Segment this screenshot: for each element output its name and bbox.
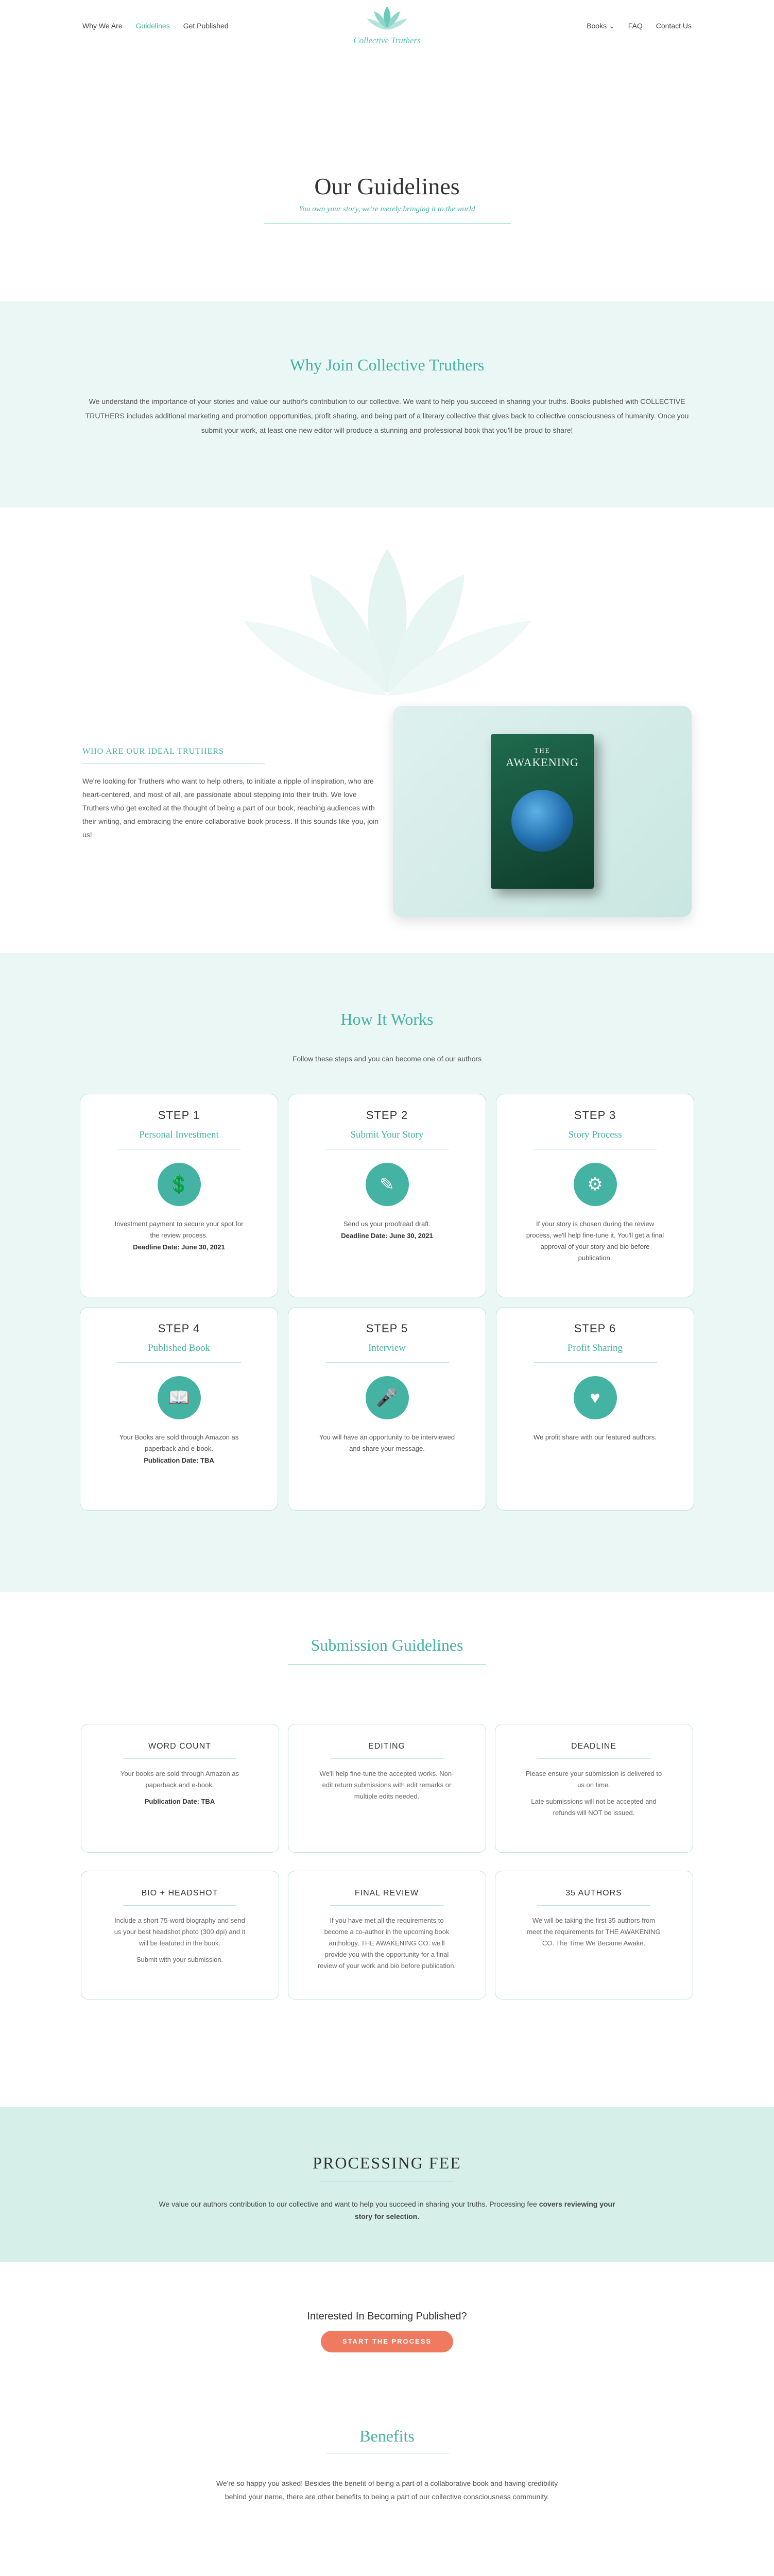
nav-left xyxy=(82,22,229,30)
step-card xyxy=(80,1094,278,1297)
step-card xyxy=(80,1307,278,1511)
lotus-decoration xyxy=(0,507,774,706)
step-card xyxy=(288,1307,486,1511)
ideal-truthers-section xyxy=(0,706,774,953)
step-card xyxy=(288,1094,486,1297)
interest-cta xyxy=(0,2311,774,2352)
nav-contact[interactable]: Contact Us xyxy=(656,21,692,30)
guideline-card xyxy=(495,1871,693,1999)
guideline-card xyxy=(495,1724,693,1853)
book-image xyxy=(393,706,692,917)
step-icon: ✎ xyxy=(366,1163,409,1206)
nav-faq[interactable]: FAQ xyxy=(628,21,643,30)
nav-books[interactable] xyxy=(587,22,615,30)
site-header xyxy=(0,0,774,52)
step-description: You will have an opportunity to be interviewed and share your message. xyxy=(319,1433,455,1452)
processing-fee-banner xyxy=(0,2107,774,2262)
guideline-text: Please ensure your submission is delivered to us on time. xyxy=(525,1770,662,1789)
step-description: Send us your proofread draft. xyxy=(343,1220,431,1228)
submission-guidelines-title: Submission Guidelines xyxy=(311,1636,463,1654)
chevron-down-icon: ⌄ xyxy=(609,21,615,30)
benefits-text: We're so happy you asked! Besides the benefit of being a part of a collaborative book and having credibility behind your name, there are other benefits to being a part of our collective consciousness community. xyxy=(216,2479,558,2501)
logo-text: Collective Truthers xyxy=(353,36,421,45)
step-label: STEP 6 xyxy=(574,1322,616,1335)
processing-fee-text xyxy=(156,2198,619,2223)
guideline-text: Include a short 75-word biography and send us your best headshot photo (300 dpi) and it will be featured in the book. xyxy=(114,1917,246,1947)
page-subtitle: You own your story, we're merely bringing it to the world xyxy=(299,205,475,213)
guideline-text: If you have met all the requirements to become a co-author in the upcoming book anthology, THE AWAKENING CO. we'll provide you with the opportunity for a final review of your work and bio before publication. xyxy=(317,1917,456,1970)
why-join-title: Why Join Collective Truthers xyxy=(289,355,485,374)
guideline-title: 35 AUTHORS xyxy=(565,1889,622,1897)
ideal-truthers-title: WHO ARE OUR IDEAL TRUTHERS xyxy=(82,747,224,756)
guideline-title: EDITING xyxy=(368,1742,405,1751)
guideline-title: WORD COUNT xyxy=(148,1742,211,1751)
guideline-card xyxy=(81,1871,279,1999)
divider xyxy=(537,1758,650,1759)
benefits-section xyxy=(0,2427,774,2576)
divider xyxy=(123,1758,236,1759)
lotus-icon xyxy=(222,544,552,698)
book-cover xyxy=(491,734,594,889)
guideline-title: FINAL REVIEW xyxy=(354,1889,419,1897)
step-icon: ⚙ xyxy=(574,1163,617,1206)
step-title: Profit Sharing xyxy=(567,1343,623,1353)
step-label: STEP 2 xyxy=(366,1109,408,1122)
step-label: STEP 3 xyxy=(574,1109,616,1122)
divider xyxy=(534,1362,657,1363)
start-process-button[interactable]: START THE PROCESS xyxy=(321,2331,453,2352)
why-join-text: We understand the importance of your stories and value our author's contribution to our collective. We want to help you succeed in sharing your truths. Books published with COLLECTIVE TRUTHERS includes additional marketing and promotion opportunities, profit sharing, and being part of a literary collective that gives back to collective consciousness of humanity. Once you submit your work, at least one new editor will produce a stunning and professional book that you'll be proud to share! xyxy=(85,397,689,434)
guideline-text: Your books are sold through Amazon as paperback and e-book. xyxy=(120,1770,239,1789)
processing-fee-text-1: We value our authors contribution to our collective and want to help you succeed in sharing your truths. Processing fee xyxy=(159,2200,537,2208)
step-icon: 🎤 xyxy=(366,1376,409,1419)
benefits-title: Benefits xyxy=(359,2427,415,2445)
divider xyxy=(330,1758,443,1759)
steps-grid xyxy=(80,1094,694,1511)
how-it-works-subtitle: Follow these steps and you can become one of our authors xyxy=(292,1055,482,1063)
step-description: Your Books are sold through Amazon as paperback and e-book. xyxy=(119,1433,239,1452)
guidelines-grid xyxy=(81,1724,694,1999)
step-title: Interview xyxy=(368,1343,406,1353)
step-label: STEP 4 xyxy=(158,1322,200,1335)
guideline-text: We will be taking the first 35 authors from meet the requirements for THE AWAKENING CO. The Time We Became Awake. xyxy=(527,1917,661,1947)
globe-icon xyxy=(511,790,573,852)
step-card xyxy=(496,1094,694,1297)
site-logo[interactable] xyxy=(353,4,421,46)
how-it-works-title: How It Works xyxy=(340,1010,434,1028)
nav-books-label: Books xyxy=(587,21,607,30)
lotus-logo-icon xyxy=(365,4,409,32)
processing-fee-section xyxy=(0,2107,774,2427)
guideline-card xyxy=(81,1724,279,1853)
step-icon: ♥ xyxy=(574,1376,617,1419)
ideal-truthers-text: We're looking for Truthers who want to help others, to initiate a ripple of inspiration, who are heart-centered, and most of all, are passionate about stepping into their truth. We love Truthers who get excited at the thought of being a part of our book, reaching audiences with their writing, and embracing the entire collaborative book process. If this sounds like you, join us! xyxy=(82,777,379,839)
guideline-title: BIO + HEADSHOT xyxy=(141,1889,218,1897)
step-title: Story Process xyxy=(568,1129,622,1140)
hero-section xyxy=(0,52,774,301)
submission-guidelines-section xyxy=(0,1592,774,2107)
book-title-line-2: AWAKENING xyxy=(506,756,579,769)
step-title: Submit Your Story xyxy=(350,1129,424,1140)
step-label: STEP 5 xyxy=(366,1322,408,1335)
nav-get-published[interactable]: Get Published xyxy=(183,22,229,30)
page-title: Our Guidelines xyxy=(314,173,460,199)
ideal-truthers-text-block xyxy=(82,747,381,841)
divider xyxy=(264,223,511,224)
divider xyxy=(288,1664,486,1665)
step-description: Investment payment to secure your spot for the review process. xyxy=(114,1220,244,1239)
guideline-text: Submit with your submission. xyxy=(136,1956,223,1963)
step-icon: 📖 xyxy=(158,1376,201,1419)
nav-why-we-are[interactable]: Why We Are xyxy=(82,22,123,30)
divider xyxy=(117,1362,241,1363)
step-card xyxy=(496,1307,694,1511)
interest-question: Interested In Becoming Published? xyxy=(307,2311,467,2322)
guideline-text: We'll help fine-tune the accepted works. Non-edit return submissions with edit remarks or multiple edits needed. xyxy=(319,1770,454,1800)
guideline-text: Late submissions will not be accepted and refunds will NOT be issued. xyxy=(531,1798,657,1817)
step-description: If your story is chosen during the review process, we'll help fine-tune it. You'll get a final approval of your story and bio before publication. xyxy=(526,1220,664,1262)
processing-fee-text-bold: covers reviewing your story for selection. xyxy=(354,2200,615,2221)
step-icon: 💲 xyxy=(158,1163,201,1206)
guideline-card xyxy=(288,1724,486,1853)
divider xyxy=(537,1905,650,1906)
how-it-works-section xyxy=(0,953,774,1592)
why-join-section xyxy=(0,301,774,507)
divider xyxy=(123,1905,236,1906)
nav-guidelines[interactable]: Guidelines xyxy=(135,22,170,30)
step-deadline: Deadline Date: June 30, 2021 xyxy=(133,1243,225,1251)
nav-right xyxy=(587,22,692,30)
divider xyxy=(330,1905,443,1906)
processing-fee-title: PROCESSING FEE xyxy=(313,2154,461,2172)
step-title: Personal Investment xyxy=(139,1129,219,1140)
step-title: Published Book xyxy=(148,1343,210,1353)
step-description: We profit share with our featured authors. xyxy=(534,1433,657,1441)
step-deadline: Publication Date: TBA xyxy=(144,1456,214,1464)
guideline-bold: Publication Date: TBA xyxy=(144,1798,215,1805)
step-label: STEP 1 xyxy=(158,1109,200,1122)
step-deadline: Deadline Date: June 30, 2021 xyxy=(341,1232,433,1240)
guideline-title: DEADLINE xyxy=(571,1742,617,1751)
guideline-card xyxy=(288,1871,486,1999)
divider xyxy=(325,1362,449,1363)
book-title-line-1: THE xyxy=(534,747,551,754)
